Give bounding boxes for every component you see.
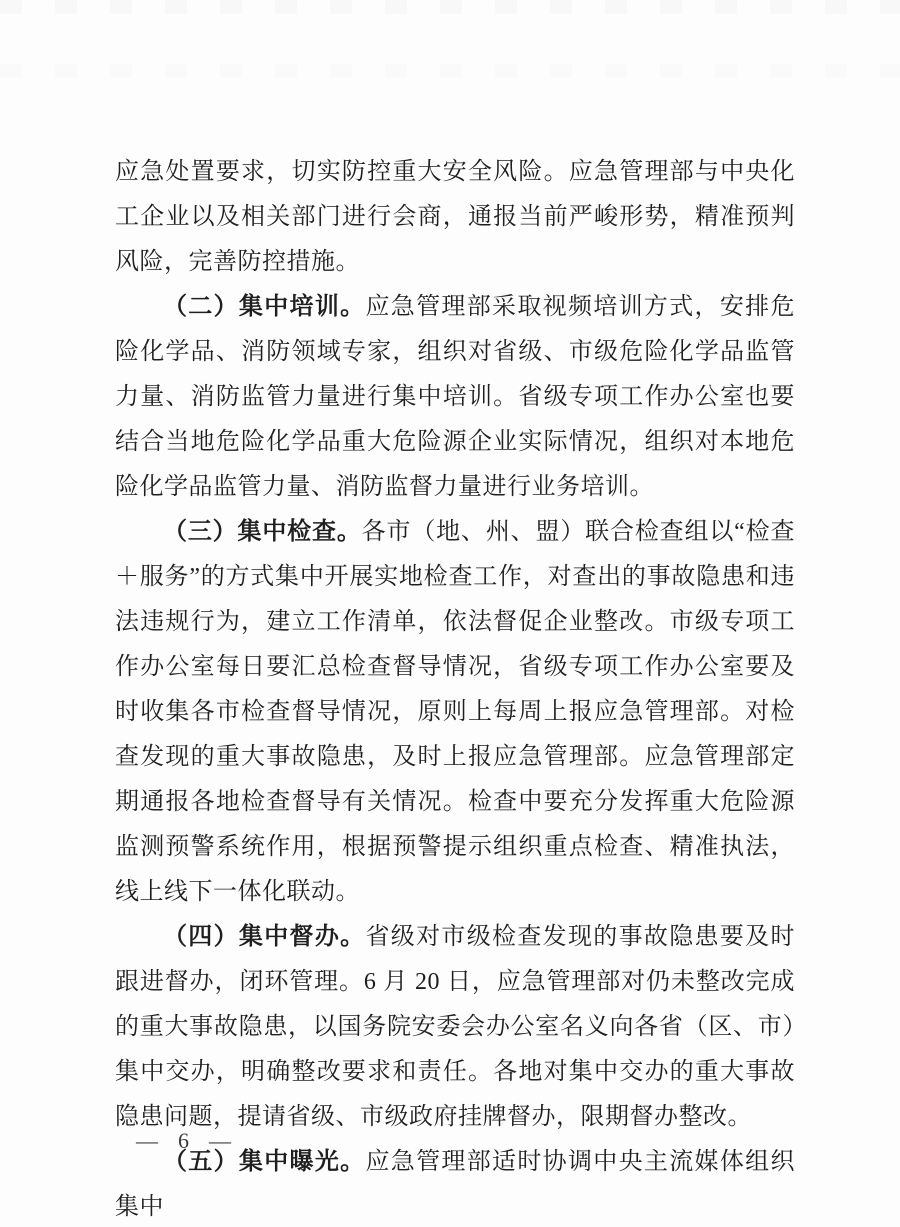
paragraph-text: 应急处置要求，切实防控重大安全风险。应急管理部与中央化工企业以及相关部门进行会商，通报当前严峻形势，精准预判风险，完善防控措施。 (115, 159, 795, 275)
paragraph-heading: （二）集中培训。 (163, 294, 366, 320)
paragraph-continuation (115, 150, 795, 285)
paragraph-heading: （四）集中督办。 (163, 924, 366, 950)
paragraph-text: 各市（地、州、盟）联合检查组以“检查＋服务”的方式集中开展实地检查工作，对查出的事故隐患和违法违规行为，建立工作清单，依法督促企业整改。市级专项工作办公室每日要汇总检查督导情况，省级专项工作办公室要及时收集各市检查督导情况，原则上每周上报应急管理部。对检查发现的重大事故隐患，及时上报应急管理部。应急管理部定期通报各地检查督导有关情况。检查中要充分发挥重大危险源监测预警系统作用，根据预警提示组织重点检查、精准执法，线上线下一体化联动。 (115, 519, 795, 905)
paragraph-heading: （五）集中曝光。 (163, 1149, 366, 1175)
page-number: 6 (178, 1128, 189, 1153)
paragraph-item-4 (115, 915, 795, 1140)
scan-artifact (0, 64, 900, 78)
scan-artifact (0, 0, 900, 14)
document-body (115, 150, 795, 1227)
paragraph-heading: （三）集中检查。 (163, 519, 362, 545)
paragraph-item-2 (115, 285, 795, 510)
footer-left-dash: — (136, 1128, 158, 1153)
paragraph-text: 应急管理部采取视频培训方式，安排危险化学品、消防领域专家，组织对省级、市级危险化学品监管力量、消防监管力量进行集中培训。省级专项工作办公室也要结合当地危险化学品重大危险源企业实际情况，组织对本地危险化学品监管力量、消防监督力量进行业务培训。 (115, 294, 795, 500)
paragraph-text: 应急管理部适时协调中央主流媒体组织集中 (115, 1149, 795, 1220)
paragraph-text: 省级对市级检查发现的事故隐患要及时跟进督办，闭环管理。6 月 20 日，应急管理部对仍未整改完成的重大事故隐患，以国务院安委会办公室名义向各省（区、市）集中交办，明确整改要求和责任。各地对集中交办的重大事故隐患问题，提请省级、市级政府挂牌督办，限期督办整改。 (115, 924, 795, 1130)
paragraph-item-3 (115, 510, 795, 915)
page-footer (136, 1127, 231, 1155)
footer-right-dash: — (209, 1128, 231, 1153)
